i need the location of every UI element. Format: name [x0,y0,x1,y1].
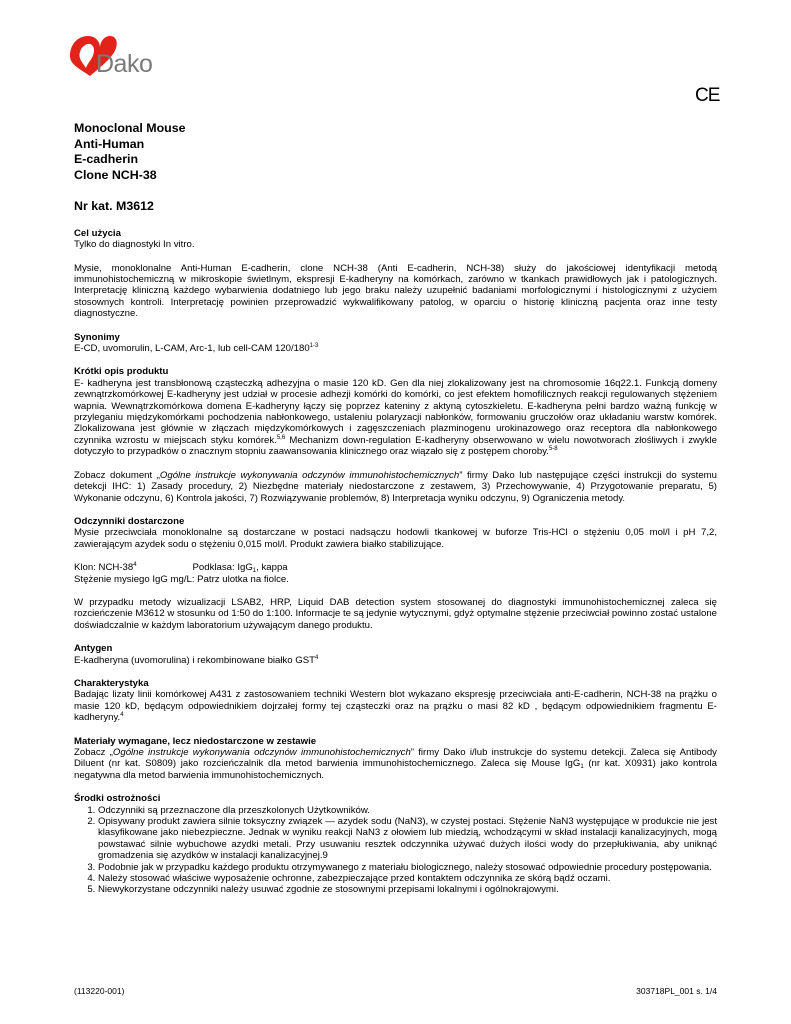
precaution-item: 3. Podobnie jak w przypadku każdego produktu otrzymywanego z materiału biologicznego, należy stosować odpowiednie procedury postępowania. [98,862,717,873]
title-line-1: Monoclonal Mouse [74,121,186,135]
synonyms-heading: Synonimy [74,331,120,343]
precautions-heading: Środki ostrożności [74,793,161,805]
dilution-paragraph: W przypadku metody wizualizacji LSAB2, HRP, Liquid DAB detection system stosowanej do diagnostyki immunohistochemicznej zaleca się rozcieńczenie M3612 w stosunku od 1:50 do 1:100. Informacje te są jedynie wytycznymi, gdyż optymalne stężenie przeciwciał powinno zostać ustalone doświadczalnie w każdym laboratorium używającym danego produktu. [74,596,717,631]
materials-heading: Materiały wymagane, lecz niedostarczone w zestawie [74,735,317,747]
document-body [74,121,717,896]
antigen-paragraph: E-kadheryna (uvomorulina) i rekombinowane białko GST$^4$ [74,654,319,666]
purpose-heading: Cel użycia [74,227,121,239]
characteristics-paragraph: Badając lizaty linii komórkowej A431 z zastosowaniem techniki Western blot wykazano ekspresję przeciwciała anti-E-cadherin, NCH-38 na prążku o masie 120 kD, będącym odpowiednikiem dojrzałej formy tej cząsteczki oraz na prążku o masi 82 kD , będącym odpowiednikiem fragmentu E-kadheryny.$^4$ [74,689,717,724]
dako-brand: Dako [96,50,153,78]
footer-right: 303718PL_001 s. 1/4 [636,986,717,996]
characteristics-heading: Charakterystyka [74,677,149,689]
catalog-number: Nr kat. M3612 [74,199,154,214]
precaution-item: 2. Opisywany produkt zawiera silnie toksyczny związek — azydek sodu (NaN3), w czystej postaci. Stężenie NaN3 występujące w produkcie nie jest klasyfikowane jako niebezpieczne. Jednak w wyniku reakcji NaN3 z ołowiem lub miedzią, wchodzącymi w skład instalacji kanalizacyjnych, mogą powstawać silnie wybuchowe azydki metali. Przy usuwaniu resztek odczynnika używać dużych ilości wody do przepłukiwania, aby uniknąć gromadzenia się azydków w instalacji kanalizacyjnej.9 [98,816,717,862]
precaution-item: 1. Odczynniki są przeznaczone dla przeszkolonych Użytkowników. [98,805,717,816]
purpose-line: Tylko do diagnostyki In vitro. [74,239,195,251]
purpose-paragraph: Mysie, monoklonalne Anti-Human E-cadherin, clone NCH-38 (Anti E-cadherin, NCH-38) służy do jakościowej identyfikacji metodą immunohistochemiczną w mikroskopie świetlnym, ekspresji E-kadheryny na komórkach, zarówno w tkankach prawidłowych jak i patologicznych. Interpretację kliniczną każdego wybarwienia dodatniego lub jego braku należy uzupełnić badaniami morfologicznymi i histologicznymi z użyciem stosownych kontroli. Interpretację powinien przeprowadzić wykwalifikowany patolog, w oparciu o historię kliniczną pacjenta oraz inne testy diagnostyczne. [74,262,717,320]
summary-heading: Krótki opis produktu [74,366,169,378]
see-instructions-paragraph: Zobacz dokument „Ogólne instrukcje wykonywania odczynów immunohistochemicznych” firmy Dako lub następujące części instrukcji do systemu detekcji IHC: 1) Zasady procedury, 2) Niezbędne materiały niedostarczone z zestawem, 3) Przechowywanie, 4) Przygotowanie preparatu, 5) Wykonanie odczynu, 6) Kontrola jakości, 7) Rozwiązywanie problemów, 8) Interpretacja wyniku odczynu, 9) Ograniczenia metody. [74,469,717,504]
summary-paragraph: E- kadheryna jest transbłonową cząsteczką adhezyjna o masie 120 kD. Gen dla niej zlokalizowany jest na chromosomie 16q22.1. Funkcją domeny zewnątrzkomórkowej E-kadheryny jest udział w procesie adhezji komórki do komórki, co jest efektem homofilicznych reakcji regulowanych stężeniem wapnia. Wewnątrzkomórkowa domena E-kadheryny łączy się poprzez kateniny z aktyną cytoszkieletu. E-kadheryna pełni bardzo ważną funkcję w przyleganiu międzykomórkami pochodzenia nabłonkowego, ustaleniu polaryzacji nabłonków, formowaniu gruczołów oraz układaniu warstw komórek. Zlokalizowana jest głównie w złączach międzykomórkowych i zagęszczeniach plazminogenu urokinazowego oraz receptora dla nabłonkowego czynnika wzrostu w miejscach styku komórek.$^{5,6}$ Mechanizm down-regulation E-kadheryny obserwowano w wielu nowotworach złośliwych i zwykle dotyczyło to przypadków o znacznym stopniu zaawansowania klinicznego oraz wiązało się z postępem choroby.$^{5-8}$ [74,377,717,458]
title-line-4: Clone NCH-38 [74,167,157,182]
synonyms-paragraph: E-CD, uvomorulin, L-CAM, Arc-1, lub cell-CAM 120/180$^{1-3}$ [74,343,319,355]
precautions-list [74,805,717,896]
reagents-paragraph: Mysie przeciwciała monoklonalne są dostarczane w postaci nadsączu hodowli tkankowej w buforze Tris-HCl o stężeniu 0,05 mol/l i pH 7,2, zawierającym azydek sodu o stężeniu 0,015 mol/l. Produkt zawiera białko stabilizujące. [74,527,717,550]
reagents-heading: Odczynniki dostarczone [74,515,185,527]
ce-mark: CE [695,85,720,106]
precaution-item: 4. Należy stosować właściwe wyposażenie ochronne, zabezpieczające przed kontaktem odczynnika ze skórą bądź oczami. [98,873,717,884]
antigen-heading: Antygen [74,643,113,655]
title-line-3: E-cadherin [74,152,139,167]
footer-left: (113220-001) [74,986,125,996]
clone-line: Klon: NCH-$38^4$ Podklasa: IgG$_1$, kappa [74,562,288,575]
precaution-item: 5. Niewykorzystane odczynniki należy usuwać zgodnie ze stosownymi przepisami lokalnymi i ogólnokrajowymi. [98,884,717,895]
materials-paragraph: Zobacz „Ogólne instrukcje wykonywania odczynów immunohistochemicznych” firmy Dako i/lub instrukcje do systemu detekcji. Zaleca się Antibody Diluent (nr kat. S0809) jako rozcieńczalnik dla metod barwienia immunohistochemicznego. Zaleca się Mouse IgG$_1$ (nr kat. X0931) jako kontrola negatywna dla metod barwienia immunohistochemicznych. [74,747,717,781]
concentration-line: Stężenie mysiego IgG mg/L: Patrz ulotka na fiolce. [74,573,289,585]
title-line-2: Anti-Human [74,136,145,151]
